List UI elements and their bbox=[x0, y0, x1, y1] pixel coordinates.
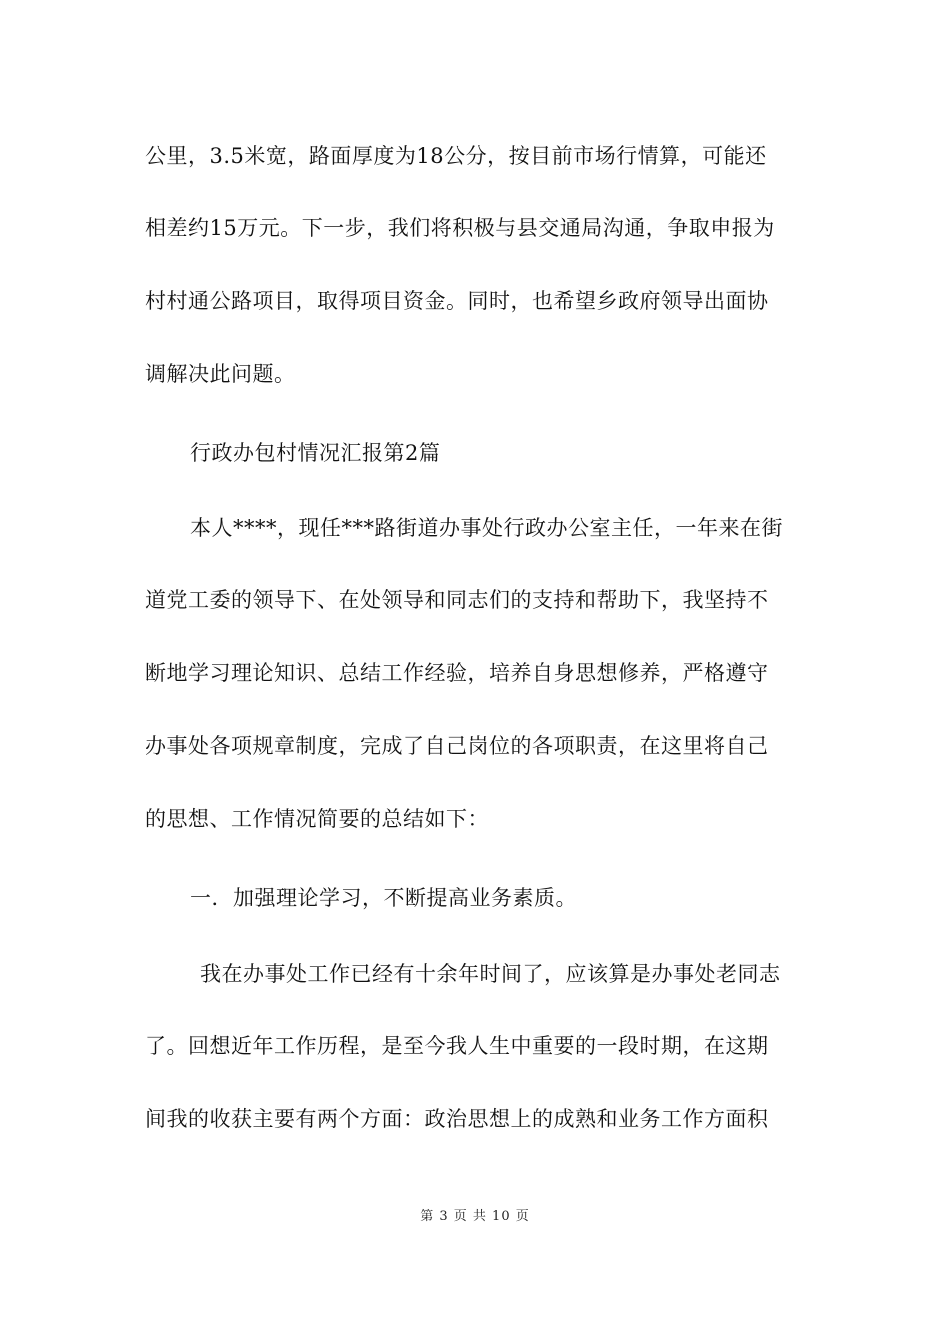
section-heading: 行政办包村情况汇报第2篇 bbox=[190, 441, 441, 465]
body-line-4: 调解决此问题。 bbox=[145, 362, 296, 386]
paragraph2-line-3: 间我的收获主要有两个方面：政治思想上的成熟和业务工作方面积 bbox=[145, 1107, 769, 1131]
paragraph-line-2: 道党工委的领导下、在处领导和同志们的支持和帮助下，我坚持不 bbox=[145, 588, 769, 612]
paragraph2-line-1: 我在办事处工作已经有十余年时间了，应该算是办事处老同志 bbox=[200, 962, 781, 986]
paragraph-line-3: 断地学习理论知识、总结工作经验，培养自身思想修养，严格遵守 bbox=[145, 661, 769, 685]
paragraph2-line-2: 了。回想近年工作历程，是至今我人生中重要的一段时期，在这期 bbox=[145, 1034, 769, 1058]
body-line-2: 相差约15万元。下一步，我们将积极与县交通局沟通，争取申报为 bbox=[145, 216, 775, 240]
paragraph-line-5: 的思想、工作情况简要的总结如下： bbox=[145, 807, 489, 831]
body-line-3: 村村通公路项目，取得项目资金。同时，也希望乡政府领导出面协 bbox=[145, 289, 769, 313]
page-footer: 第 3 页 共 10 页 bbox=[420, 1209, 530, 1224]
paragraph-line-1: 本人****，现任***路街道办事处行政办公室主任，一年来在街 bbox=[190, 516, 783, 540]
body-line-1: 公里，3.5米宽，路面厚度为18公分，按目前市场行情算，可能还 bbox=[145, 144, 767, 168]
paragraph-line-4: 办事处各项规章制度，完成了自己岗位的各项职责，在这里将自己 bbox=[145, 734, 769, 758]
subheading: 一．加强理论学习，不断提高业务素质。 bbox=[190, 886, 577, 910]
